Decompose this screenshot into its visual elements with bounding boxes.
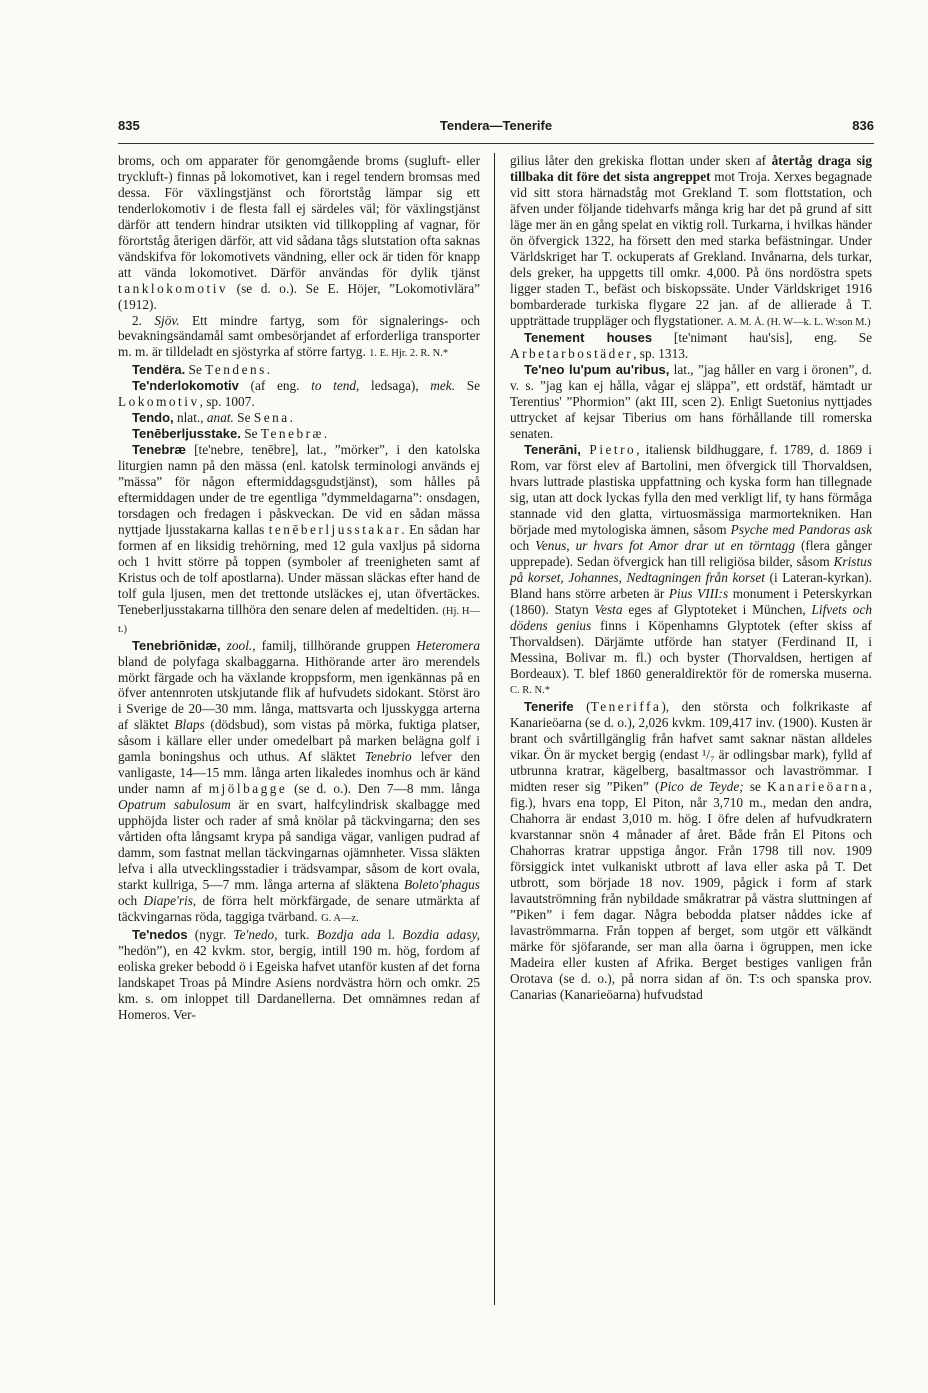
headword: Te'nderlokomotiv	[132, 378, 239, 394]
entry-tenerife: Tenerife (Teneriffa), den största och folkrikaste af Kanarieöarna (se d. o.), 2,026 kvkm. 109,417 inv. (1900). Kusten är brant och svårtillgänglig från hafvet samt saknar nästan alldeles vikar. Ön är mycket bergig (endast ¹/₇ är odlingsbar mark), fylld af utbrunna kratrar, kägelberg, basaltmassor och lavaströmmar. I midten reser sig ”Piken” (Pico de Teyde; se Kanarieöarna, fig.), hvars ena topp, El Piton, når 3,710 m., medan den andra, Chahorra är endast 3,010 m. hög. I öfre delen af hufvudkratern kvarstannar snön 4 månader af året. Både från El Pitons och Chahorras kratrar uppstiga ångor. Från 1798 till nov. 1909 försiggick intet vulkaniskt utbrott af lava eller aska på T. Det utbrott, som började 18 nov. 1909, pågick i form af stark lavautströmning från nybildade småkratrar på västra sluttningen af ”Piken” i fem dagar. Några bebodda platser nåddes icke af lavaströmmarna. Från toppen af berget, som utgör ett välkändt märke för sjöfarande, ser man alla öarna i ögruppen, men icke Madeira eller kusten af Afrika. Berget bestiges vanligen från Orotava (se d. o.), på norra sidan af ön. T:s och spanska prov. Canarias (Kanarieöarna) hufvudstad	[510, 699, 872, 1002]
signature: 1. E. Hjr. 2. R. N.*	[369, 348, 449, 360]
entry-tender-sense-2: 2. Sjöv. Ett mindre fartyg, som för signalerings- och bevakningsändamål samt ombesörjandet af erforderliga transporter m. m. är tilldeladt en sjöstyrka af större fartyg. 1. E. Hjr. 2. R. N.*	[118, 312, 481, 360]
headword: Tenement houses	[524, 330, 653, 346]
headword: Tenēberljusstake.	[132, 426, 241, 442]
page-number-right: 836	[852, 118, 874, 133]
entry-tender-continuation: broms, och om apparater för genomgående broms (sugluft- eller tryckluft-) finnas på lokomotivet, kan i regel tendern bromsas med dessa. För växlingstjänst och förortståg lämpar sig ett tenderlokomotiv i de flesta fall ej särdeles väl; för växlingstjänst därför att tendern hindrar utsikten vid tillkoppling af vagnar, för förortståg återigen därför, att vid sådana tågs slutstation ofta saknas vändskifva för lokomotivets vändning, eller ock är tiden för knapp att vända lokomotivet. Därför användas för dylik tjänst tanklokomotiv (se d. o.). Se E. Höjer, ”Lokomotivlära” (1912).	[118, 153, 480, 312]
entry-teneberljusstake: Tenēberljusstake. Se Tenebræ.	[132, 426, 328, 442]
entry-tenerani: Tenerāni, Pietro, italiensk bildhuggare, f. 1789, d. 1869 i Rom, var först elev af Bartolini, men öfvergick till Thorvaldsen, hvars luttrade plastiska uppfattning och kyska form han tillegnade sig, utan att dock lyckas fylla den med verkligt lif, ty hans förmåga stannade vid den glatta, virtuosmässiga marmortekniken. Han började med mytologiska ämnen, såsom Psyche med Pandoras ask och Venus, ur hvars fot Amor drar ut en törntagg (flera gånger upprepade). Sedan öfvergick han till religiösa bilder, såsom Kristus på korset, Johannes, Nedtagningen från korset (i Lateran-kyrkan). Bland hans större arbeten är Pius VIII:s monument i Peterskyrkan (1860). Statyn Vesta eges af Glyptoteket i München, Lifvets och dödens genius finns i Köpenhamns Glyptotek (efter skiss af Thorvaldsen). Därjämte utförde han statyer (Ferdinand II, i Messina, Bolivar m. fl.) och byster (Thorvaldsen, hertigen af Bordeaux). T. blef 1860 generaldirektör för de romerska muserna. C. R. N.*	[510, 442, 873, 697]
page-header	[118, 118, 874, 136]
right-column	[510, 153, 872, 1003]
entry-tendo: Tendo, nlat., anat. Se Sena.	[132, 410, 293, 426]
signature: (Hj. H—t.)	[118, 605, 480, 635]
headword: Tenerife	[524, 699, 574, 715]
entry-tenebrae: Tenebræ [te'nebre, tenēbre], lat., ”mörker”, i den katolska liturgien namn på den mässa (enl. katolsk terminologi används ej ”mässa” för någon eftermiddagsgudstjänst), som hålles på eftermiddagen under de tre egentliga ”dymmeldagarna”: onsdagen, torsdagen och fredagen i påskveckan. De vid en sådan mässa nyttjade ljusstakarna kallas tenēberljusstakar. En sådan har formen af en liksidig trehörning, med 12 gula vaxljus på sidorna och 1 hvitt större på toppen (symboler af treenigheten samt af Kristus och de tolf apostlarna). Under mässan släckas efter hand de tolf gula ljusen, men det trettonde utsläckes ej, utan öfvertäckes. Teneberljusstakarna tillhöra den senare delen af medeltiden. (Hj. H—t.)	[118, 442, 480, 635]
entry-tenebrionidae: Tenebriōnidæ, zool., familj, tillhörande gruppen Heteromera bland de polyfaga skalbaggarna. Hithörande arter äro merendels mörkt färgade och ha växlande kroppsform, men igenkännas på en öfver antennroten utskjutande flik af hufvudets sidokant. Störst äro i Sverige de 20—30 mm. långa, mattsvarta och ljusskygga arterna af släktet Blaps (dödsbud), som vistas på mörka, fuktiga platser, såsom i källare eller under omedelbart på marken belägna golf i gamla boningshus och uthus. Af släktet Tenebrio lefver den vanligaste, 14—15 mm. långa arten likaledes inomhus och är känd under namn af mjölbagge (se d. o.). Den 7—8 mm. långa Opatrum sabulosum är en svart, halfcylindrisk skalbagge med upphöjda lister och rader af små knölar på täckvingarna; den ses vårtiden ofta långsamt krypa på sandiga vägar, vanligen pudrad af damm, som fastnat mellan täckvingarnas ojämnheter. Vissa släkten lefva i alla utvecklingsstadier i trädsvampar, såsom de kort ovala, starkt kullriga, 5—7 mm. långa arterna af släktena Boleto'phagus och Diape'ris, de förra helt mörkfärgade, de senare utmärkta af täckvingarnas röda, taggiga tvärband. G. A—z.	[118, 637, 481, 924]
signature: G. A—z.	[321, 912, 359, 924]
headword: Tendëra.	[132, 362, 186, 378]
headword: Tenebræ	[132, 442, 186, 458]
entry-tendera: Tendëra. Se Tendens.	[132, 362, 271, 378]
headword: Tendo,	[132, 410, 174, 426]
entry-teneo-lupum: Te'neo lu'pum au'ribus, lat., ”jag håller en varg i öronen”, d. v. s. ”jag kan ej hålla, vågar ej släppa”, ett ordstäf, hämtadt ur Terentius' ”Phormion” (akt III, scen 2). Enligt Suetonius nyttjades uttrycket af kejsar Tiberius om hans förhållande till romerska senaten.	[510, 362, 872, 442]
header-rule	[118, 143, 874, 144]
entry-tenedos-continuation: gilius låter den grekiska flottan under skeп af återtåg draga sig tillbaka dit före det sista angreppet mot Troja. Xerxes begagnade vid sitt stora härnadståg mot Grekland T. som flottstation, och äfven under följande tidehvarfs många krig har det på grund af sitt läge mer än en gång spelat en viktig roll. Turkarna, i hvilkas händer ön öfvergick 1322, ha försett den med starka befästningar. Under Världskriget har T. ockuperats af Grekland. Invånarna, dels turkar, dels greker, ha uppgetts till omkr. 4,000. På öns nordöstra spets ligger staden T., befäst och biskopssäte. Under Världskriget 1916 bombarderade turkiska flygare 22 jan. af de allierade å T. uppträttade truppläger och flygstationer. A. M. Å. (H. W—k. L. W:son M.)	[510, 153, 873, 328]
left-column	[118, 153, 480, 1022]
entry-tenderlokomotiv: Te'nderlokomotiv (af eng. to tend, ledsaga), mek. Se Lokomotiv, sp. 1007.	[118, 378, 480, 410]
entry-tenedos: Te'nedos (nygr. Te'nedo, turk. Bozdja ada l. Bozdia adasy, ”hedön”), en 42 kvkm. stor, bergig, intill 190 m. hög, fordom af eoliska greker bebodd ö i Egeiska hafvet utanför kusten af det forna landskapet Troas på Mindre Asiens nordvästra hörn och omkr. 25 km. s. om inloppet till Dardanellerna. Det omnämnes redan af Homeros. Ver-	[118, 926, 480, 1022]
running-title: Tendera—Tenerife	[439, 118, 553, 133]
headword: Tenerāni,	[524, 442, 581, 458]
page-number-left: 835	[118, 118, 140, 133]
column-divider	[494, 153, 495, 1305]
signature: A. M. Å. (H. W—k. L. W:son M.)	[726, 316, 871, 328]
headword: Te'neo lu'pum au'ribus,	[524, 362, 670, 378]
entry-tenement-houses: Tenement houses [te'nimənt hau'sis], eng. Se Arbetarbostäder, sp. 1313.	[510, 330, 872, 362]
headword: Te'nedos	[132, 926, 188, 942]
headword: Tenebriōnidæ,	[132, 637, 221, 653]
signature: C. R. N.*	[510, 685, 550, 697]
